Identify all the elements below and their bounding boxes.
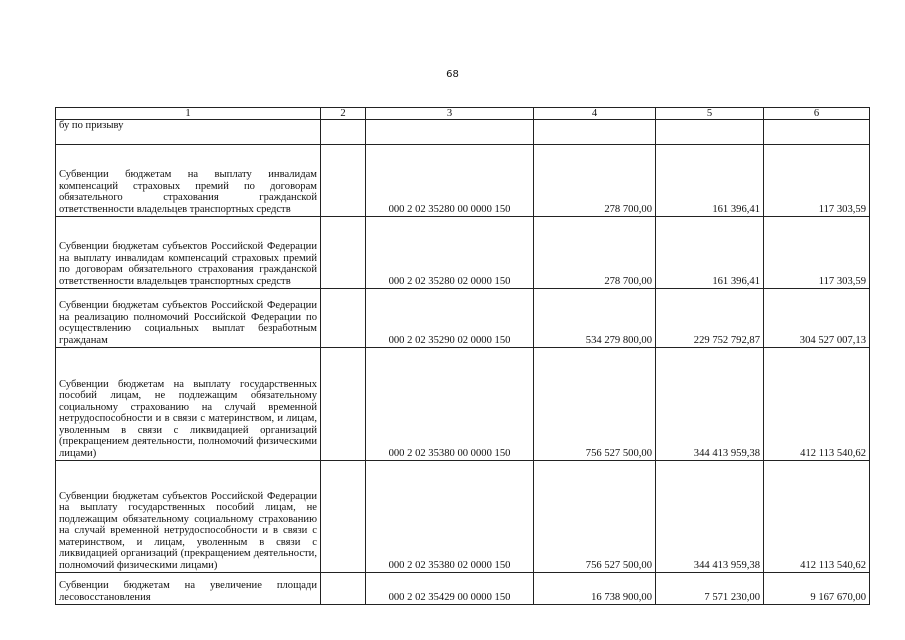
column-header: 2 <box>321 108 366 120</box>
value-col-5: 161 396,41 <box>656 145 764 217</box>
column-header: 1 <box>56 108 321 120</box>
value-col-5: 344 413 959,38 <box>656 461 764 573</box>
column-2-cell <box>321 573 366 605</box>
row-description: Субвенции бюджетам субъектов Российской Федерации на реализацию полномочий Российской Федерации по осуществлению социальных выплат безработным гражданам <box>56 289 321 348</box>
column-2-cell <box>321 145 366 217</box>
table-row <box>56 289 870 348</box>
column-2-cell <box>321 348 366 461</box>
value-col-4: 756 527 500,00 <box>534 461 656 573</box>
value-col-4: 278 700,00 <box>534 217 656 289</box>
row-description: бу по призыву <box>56 120 321 145</box>
table-header-row <box>56 108 870 120</box>
column-header: 6 <box>764 108 870 120</box>
value-col-4: 278 700,00 <box>534 145 656 217</box>
row-description: Субвенции бюджетам субъектов Российской Федерации на выплату государственных пособий лицам, не подлежащим обязательному социальному страхованию на случай временной нетрудоспособности и в связи с материнством, и лицам, уволенным в связи с ликвидацией организаций (прекращением деятельности, полномочий физическими лицами) <box>56 461 321 573</box>
budget-code: 000 2 02 35280 00 0000 150 <box>366 145 534 217</box>
row-description: Субвенции бюджетам на выплату инвалидам компенсаций страховых премий по договорам обязательного страхования гражданской ответственности владельцев транспортных средств <box>56 145 321 217</box>
table-row <box>56 217 870 289</box>
row-description: Субвенции бюджетам на увеличение площади лесовосстановления <box>56 573 321 605</box>
budget-code: 000 2 02 35280 02 0000 150 <box>366 217 534 289</box>
column-header: 4 <box>534 108 656 120</box>
value-col-4: 16 738 900,00 <box>534 573 656 605</box>
value-col-5: 7 571 230,00 <box>656 573 764 605</box>
table-row <box>56 145 870 217</box>
value-col-5: 229 752 792,87 <box>656 289 764 348</box>
value-col-6 <box>764 120 870 145</box>
table-row <box>56 348 870 461</box>
column-2-cell <box>321 461 366 573</box>
value-col-6: 412 113 540,62 <box>764 348 870 461</box>
value-col-6: 412 113 540,62 <box>764 461 870 573</box>
table-row <box>56 120 870 145</box>
budget-table <box>55 107 870 605</box>
column-header: 5 <box>656 108 764 120</box>
column-2-cell <box>321 217 366 289</box>
row-description: Субвенции бюджетам субъектов Российской Федерации на выплату инвалидам компенсаций страховых премий по договорам обязательного страхования гражданской ответственности владельцев транспортных средств <box>56 217 321 289</box>
row-description: Субвенции бюджетам на выплату государственных пособий лицам, не подлежащим обязательному социальному страхованию на случай временной нетрудоспособности и в связи с материнством, и лицам, уволенным в связи с ликвидацией организаций (прекращением деятельности, полномочий физическими лицами) <box>56 348 321 461</box>
budget-code: 000 2 02 35380 00 0000 150 <box>366 348 534 461</box>
value-col-6: 117 303,59 <box>764 145 870 217</box>
value-col-4 <box>534 120 656 145</box>
column-2-cell <box>321 120 366 145</box>
budget-code: 000 2 02 35429 00 0000 150 <box>366 573 534 605</box>
value-col-5: 161 396,41 <box>656 217 764 289</box>
column-2-cell <box>321 289 366 348</box>
value-col-6: 9 167 670,00 <box>764 573 870 605</box>
budget-code <box>366 120 534 145</box>
value-col-6: 117 303,59 <box>764 217 870 289</box>
value-col-5 <box>656 120 764 145</box>
value-col-4: 534 279 800,00 <box>534 289 656 348</box>
column-header: 3 <box>366 108 534 120</box>
table-row <box>56 573 870 605</box>
budget-code: 000 2 02 35290 02 0000 150 <box>366 289 534 348</box>
table-row <box>56 461 870 573</box>
budget-code: 000 2 02 35380 02 0000 150 <box>366 461 534 573</box>
value-col-5: 344 413 959,38 <box>656 348 764 461</box>
value-col-6: 304 527 007,13 <box>764 289 870 348</box>
value-col-4: 756 527 500,00 <box>534 348 656 461</box>
page-number: 68 <box>446 69 459 80</box>
